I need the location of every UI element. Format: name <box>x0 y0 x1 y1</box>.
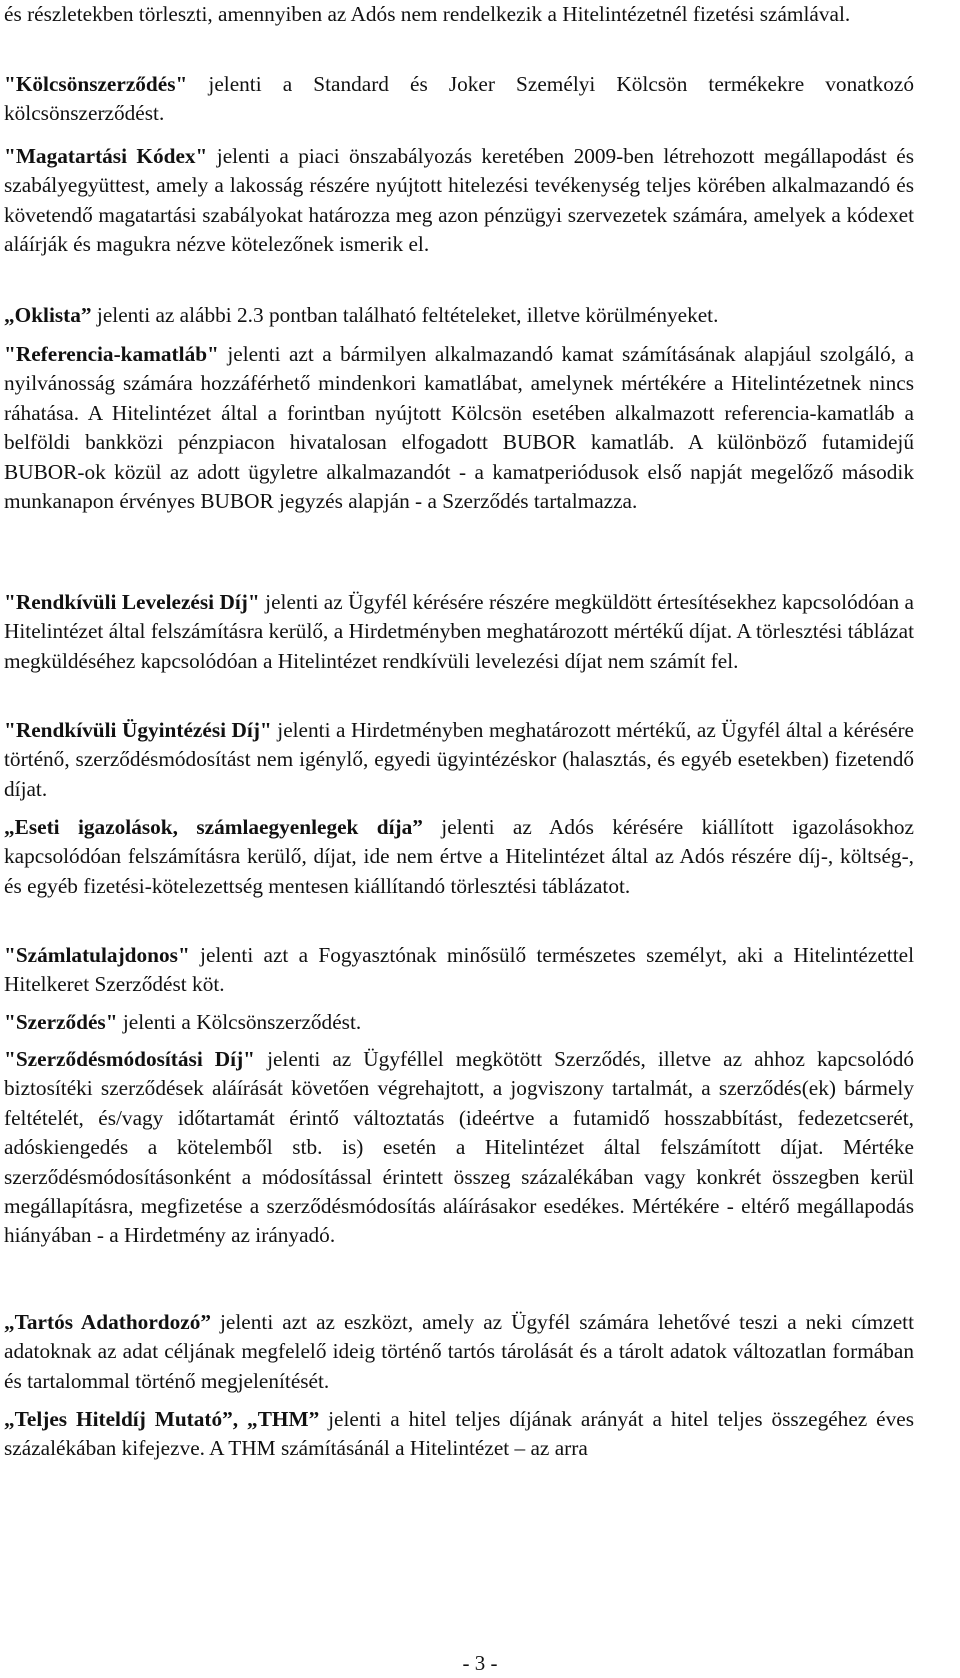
definition-text: jelenti azt a Fogyasztónak minősülő természetes személyt, aki a Hitelintézettel Hitelkeret Szerződést köt. <box>4 943 914 997</box>
definition-text: jelenti a Hirdetményben meghatározott mértékű, az Ügyfél által a kérésére történő, szerződésmódosítást nem igénylő, egyedi ügyintézéskor (halasztás, és egyéb esetekben) fizetendő díjat. <box>4 718 914 801</box>
definition-term: "Rendkívüli Levelezési Díj" <box>4 590 260 614</box>
definition-term: „Teljes Hiteldíj Mutató”, „THM” <box>4 1407 320 1431</box>
definition-term: "Referencia-kamatláb" <box>4 342 219 366</box>
definition-text: jelenti az Ügyféllel megkötött Szerződés, illetve az ahhoz kapcsolódó biztosítéki szerződések aláírását követően végrehajtott, a jogviszony tartalmát, a szerződés(ek) bármely feltételét, és/vagy időtartamát érintő változtatás (ideértve a futamidő hosszabbítást, fedezetcserét, adóskiengedés a kötelemből stb. is) esetén a Hitelintézet által felszámított díjat. Mértéke szerződésmódosításonként a módosítással érintett összeg százalékában vagy konkrét összegben kerül megállapításra, megfizetése a szerződésmódosítás aláírásakor esedékes. Mértékére - eltérő megállapodás hiányában - a Hirdetmény az irányadó. <box>4 1047 915 1248</box>
definition-text: jelenti a Kölcsönszerződést. <box>117 1010 362 1034</box>
definition-text: jelenti a piaci önszabályozás keretében 2009-ben létrehozott megállapodást és szabályegyüttest, amely a lakosság részére nyújtott hitelezési tevékenység teljes körében alkalmazandó és követendő magatartási szabályokat határozza meg azon pénzügyi szervezetek számára, amelyek a kódexet aláírják és magukra nézve kötelezőnek ismerik el. <box>4 144 914 257</box>
definition-tartos-adathordozo <box>4 1308 914 1396</box>
definition-referencia-kamatlab <box>4 340 914 516</box>
definition-text: jelenti azt a bármilyen alkalmazandó kamat számításának alapjául szolgáló, a nyilvánosság számára hozzáférhető mindenkori kamatlábat, amelynek mértékére a Hitelintézetnek nincs ráhatása. A Hitelintézet által a forintban nyújtott Kölcsön esetében alkalmazott referencia-kamatláb a belföldi bankközi pénzpiacon hivatalosan elfogadott BUBOR kamatláb. A különböző futamidejű BUBOR-ok közül az adott ügyletre alkalmazandót - a kamatperiódusok első napját megelőző második munkanapon érvényes BUBOR jegyzés alapján - a Szerződés tartalmazza. <box>4 342 914 514</box>
definition-eseti-igazolasok <box>4 813 914 901</box>
definition-term: "Szerződés" <box>4 1010 118 1034</box>
definition-szerzodes <box>4 1008 914 1037</box>
definition-text: jelenti az Ügyfél kérésére részére megküldött értesítésekhez kapcsolódóan a Hitelintézet által felszámításra kerülő, a Hirdetményben meghatározott mértékű díjat. A törlesztési táblázat megküldéséhez kapcsolódóan a Hitelintézet rendkívüli levelezési díjat nem számít fel. <box>4 590 914 673</box>
definition-term: "Rendkívüli Ügyintézési Díj" <box>4 718 272 742</box>
definition-text: jelenti az Adós kérésére kiállított igazolásokhoz kapcsolódóan felszámításra kerülő, díjat, ide nem értve a Hitelintézet által az Adós részére díj-, költség-, és egyéb fizetési-kötelezettség mentesen kiállítandó törlesztési táblázatot. <box>4 815 914 898</box>
paragraph-continuation: és részletekben törleszti, amennyiben az Adós nem rendelkezik a Hitelintézetnél fizetési számlával. <box>4 2 851 26</box>
definition-term: „Eseti igazolások, számlaegyenlegek díja” <box>4 815 423 839</box>
definition-term: "Számlatulajdonos" <box>4 943 190 967</box>
definition-teljes-hiteldij-mutato <box>4 1405 914 1464</box>
definition-term: "Magatartási Kódex" <box>4 144 208 168</box>
definition-term: „Tartós Adathordozó” <box>4 1310 212 1334</box>
definition-oklista <box>4 301 914 330</box>
page-number: - 3 - <box>462 1651 498 1675</box>
definition-text: jelenti a Standard és Joker Személyi Kölcsön termékekre vonatkozó kölcsönszerződést. <box>4 72 914 126</box>
definition-kolcsonszerzodes <box>4 70 914 129</box>
definition-magatartasi-kodex <box>4 142 914 260</box>
definition-term: "Szerződésmódosítási Díj" <box>4 1047 256 1071</box>
definition-text: jelenti az alábbi 2.3 pontban található feltételeket, illetve körülményeket. <box>91 303 719 327</box>
definition-text: jelenti azt az eszközt, amely az Ügyfél számára lehetővé teszi a neki címzett adatoknak az adat céljának megfelelő ideig történő tartós tárolását és a tárolt adatok változatlan formában és tartalommal történő megjelenítését. <box>4 1310 914 1393</box>
definition-text: jelenti a hitel teljes díjának arányát a hitel teljes összegéhez éves százalékában kifejezve. A THM számításánál a Hitelintézet – az arra <box>4 1407 914 1461</box>
definition-szerzodesmodositasi-dij <box>4 1045 914 1251</box>
definition-term: "Kölcsönszerződés" <box>4 72 188 96</box>
definition-rendkivuli-levelezesi-dij <box>4 588 914 676</box>
definition-rendkivuli-ugyintezesi-dij <box>4 716 914 804</box>
definition-szamlatulajdonos <box>4 941 914 1000</box>
definition-term: „Oklista” <box>4 303 92 327</box>
